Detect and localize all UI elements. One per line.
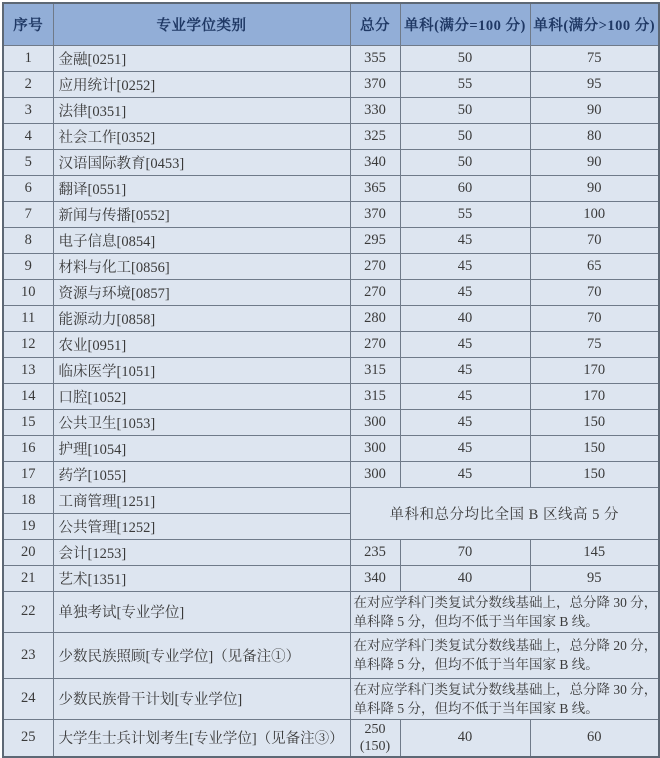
total-score-cell: 340 [350, 149, 400, 175]
row-number-cell: 10 [3, 279, 53, 305]
row-number-cell: 8 [3, 227, 53, 253]
category-cell: 能源动力[0858] [53, 305, 350, 331]
single-subject-100-cell: 45 [400, 461, 530, 487]
category-cell: 口腔[1052] [53, 383, 350, 409]
col-header-single-gt100: 单科(满分>100 分) [530, 3, 659, 45]
single-subject-over100-cell: 90 [530, 175, 659, 201]
table-row [3, 435, 659, 461]
note-cell [350, 678, 659, 719]
single-subject-over100-cell: 80 [530, 123, 659, 149]
single-subject-over100-cell: 70 [530, 227, 659, 253]
total-score-cell: 330 [350, 97, 400, 123]
category-cell: 资源与环境[0857] [53, 279, 350, 305]
category-cell: 农业[0951] [53, 331, 350, 357]
single-subject-over100-cell: 150 [530, 435, 659, 461]
row-number-cell: 9 [3, 253, 53, 279]
table-row [3, 487, 659, 513]
total-score-line1: 250 [364, 721, 386, 737]
total-score-cell: 370 [350, 201, 400, 227]
row-number-cell: 6 [3, 175, 53, 201]
row-number-cell: 25 [3, 719, 53, 757]
single-subject-100-cell: 50 [400, 149, 530, 175]
category-cell: 法律[0351] [53, 97, 350, 123]
category-cell: 工商管理[1251] [53, 487, 350, 513]
note-line: 单科降 5 分，但均不低于当年国家 B 线。 [353, 700, 599, 716]
table-row [3, 719, 659, 757]
category-cell: 单独考试[专业学位] [53, 591, 350, 632]
table-row [3, 201, 659, 227]
row-number-cell: 7 [3, 201, 53, 227]
category-cell: 金融[0251] [53, 45, 350, 71]
single-subject-100-cell: 45 [400, 383, 530, 409]
row-number-cell: 1 [3, 45, 53, 71]
table-row [3, 305, 659, 331]
single-subject-100-cell: 60 [400, 175, 530, 201]
total-score-cell: 370 [350, 71, 400, 97]
single-subject-over100-cell: 60 [530, 719, 659, 757]
row-number-cell: 18 [3, 487, 53, 513]
category-cell: 护理[1054] [53, 435, 350, 461]
single-subject-over100-cell: 65 [530, 253, 659, 279]
category-cell: 新闻与传播[0552] [53, 201, 350, 227]
table-row [3, 591, 659, 632]
total-score-cell: 270 [350, 331, 400, 357]
single-subject-over100-cell: 150 [530, 461, 659, 487]
table-row [3, 253, 659, 279]
category-cell: 材料与化工[0856] [53, 253, 350, 279]
category-cell: 翻译[0551] [53, 175, 350, 201]
category-cell: 会计[1253] [53, 539, 350, 565]
admission-score-table [2, 2, 660, 758]
table-row [3, 71, 659, 97]
category-cell: 艺术[1351] [53, 565, 350, 591]
category-cell: 临床医学[1051] [53, 357, 350, 383]
single-subject-over100-cell: 90 [530, 97, 659, 123]
total-score-cell: 365 [350, 175, 400, 201]
table-row [3, 175, 659, 201]
total-score-cell: 295 [350, 227, 400, 253]
table-row [3, 279, 659, 305]
single-subject-100-cell: 45 [400, 227, 530, 253]
total-score-cell: 300 [350, 409, 400, 435]
header-row [3, 3, 659, 45]
table-row [3, 632, 659, 678]
single-subject-100-cell: 55 [400, 71, 530, 97]
table-row [3, 331, 659, 357]
single-subject-over100-cell: 150 [530, 409, 659, 435]
single-subject-100-cell: 55 [400, 201, 530, 227]
single-subject-100-cell: 50 [400, 123, 530, 149]
note-line: 单科降 5 分，但均不低于当年国家 B 线。 [353, 657, 599, 672]
total-score-cell: 270 [350, 253, 400, 279]
col-header-no: 序号 [3, 3, 53, 45]
merged-note-cell: 单科和总分均比全国 B 区线高 5 分 [350, 487, 659, 539]
table-row [3, 123, 659, 149]
single-subject-over100-cell: 170 [530, 383, 659, 409]
row-number-cell: 16 [3, 435, 53, 461]
single-subject-100-cell: 45 [400, 357, 530, 383]
category-cell: 少数民族照顾[专业学位]（见备注①） [53, 632, 350, 678]
table-row [3, 565, 659, 591]
single-subject-100-cell: 45 [400, 409, 530, 435]
row-number-cell: 20 [3, 539, 53, 565]
single-subject-over100-cell: 70 [530, 305, 659, 331]
total-score-cell: 355 [350, 45, 400, 71]
row-number-cell: 12 [3, 331, 53, 357]
category-cell: 公共卫生[1053] [53, 409, 350, 435]
single-subject-100-cell: 45 [400, 279, 530, 305]
row-number-cell: 11 [3, 305, 53, 331]
table-row [3, 409, 659, 435]
row-number-cell: 21 [3, 565, 53, 591]
single-subject-100-cell: 50 [400, 97, 530, 123]
table-row [3, 97, 659, 123]
col-header-single-eq100: 单科(满分=100 分) [400, 3, 530, 45]
col-header-total: 总分 [350, 3, 400, 45]
table-row [3, 149, 659, 175]
single-subject-over100-cell: 75 [530, 45, 659, 71]
total-score-cell: 300 [350, 435, 400, 461]
table-row [3, 461, 659, 487]
single-subject-over100-cell: 170 [530, 357, 659, 383]
row-number-cell: 19 [3, 513, 53, 539]
total-score-cell: 340 [350, 565, 400, 591]
row-number-cell: 24 [3, 678, 53, 719]
row-number-cell: 13 [3, 357, 53, 383]
table-row [3, 227, 659, 253]
total-score-cell: 235 [350, 539, 400, 565]
single-subject-100-cell: 40 [400, 565, 530, 591]
total-score-cell: 315 [350, 357, 400, 383]
table-row [3, 357, 659, 383]
row-number-cell: 3 [3, 97, 53, 123]
total-score-cell [350, 719, 400, 757]
table-row [3, 45, 659, 71]
single-subject-100-cell: 50 [400, 45, 530, 71]
single-subject-over100-cell: 95 [530, 565, 659, 591]
note-line: 在对应学科门类复试分数线基础上，总分降 30 分， [353, 594, 658, 610]
category-cell: 药学[1055] [53, 461, 350, 487]
total-score-cell: 270 [350, 279, 400, 305]
total-score-cell: 325 [350, 123, 400, 149]
row-number-cell: 5 [3, 149, 53, 175]
note-cell [350, 632, 659, 678]
single-subject-over100-cell: 100 [530, 201, 659, 227]
row-number-cell: 14 [3, 383, 53, 409]
row-number-cell: 4 [3, 123, 53, 149]
note-line: 在对应学科门类复试分数线基础上，总分降 30 分， [353, 681, 658, 697]
row-number-cell: 2 [3, 71, 53, 97]
table-row [3, 383, 659, 409]
category-cell: 大学生士兵计划考生[专业学位]（见备注③） [53, 719, 350, 757]
total-score-line2: (150) [359, 738, 391, 754]
total-score-cell: 280 [350, 305, 400, 331]
single-subject-over100-cell: 70 [530, 279, 659, 305]
single-subject-100-cell: 40 [400, 305, 530, 331]
note-line: 在对应学科门类复试分数线基础上，总分降 20 分， [353, 638, 658, 653]
note-cell [350, 591, 659, 632]
single-subject-100-cell: 40 [400, 719, 530, 757]
row-number-cell: 17 [3, 461, 53, 487]
category-cell: 汉语国际教育[0453] [53, 149, 350, 175]
row-number-cell: 15 [3, 409, 53, 435]
category-cell: 电子信息[0854] [53, 227, 350, 253]
category-cell: 公共管理[1252] [53, 513, 350, 539]
total-score-cell: 300 [350, 461, 400, 487]
single-subject-over100-cell: 75 [530, 331, 659, 357]
single-subject-100-cell: 45 [400, 253, 530, 279]
single-subject-over100-cell: 95 [530, 71, 659, 97]
row-number-cell: 22 [3, 591, 53, 632]
category-cell: 社会工作[0352] [53, 123, 350, 149]
note-line: 单科降 5 分，但均不低于当年国家 B 线。 [353, 613, 599, 629]
total-score-cell: 315 [350, 383, 400, 409]
table-row [3, 539, 659, 565]
row-number-cell: 23 [3, 632, 53, 678]
table-row [3, 678, 659, 719]
single-subject-100-cell: 45 [400, 435, 530, 461]
single-subject-over100-cell: 90 [530, 149, 659, 175]
single-subject-100-cell: 70 [400, 539, 530, 565]
single-subject-over100-cell: 145 [530, 539, 659, 565]
single-subject-100-cell: 45 [400, 331, 530, 357]
category-cell: 少数民族骨干计划[专业学位] [53, 678, 350, 719]
category-cell: 应用统计[0252] [53, 71, 350, 97]
col-header-category: 专业学位类别 [53, 3, 350, 45]
